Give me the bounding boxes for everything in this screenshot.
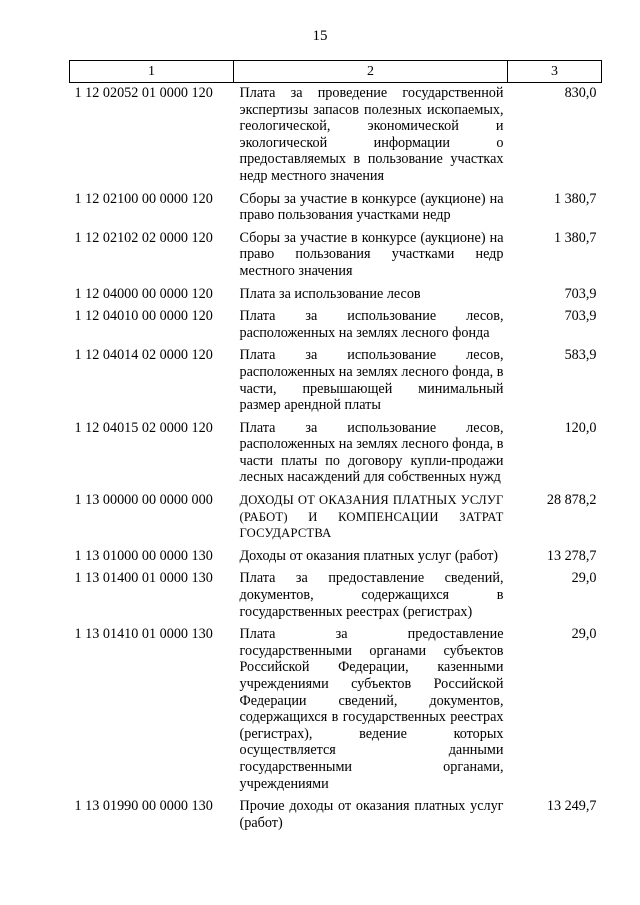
row-code: 1 12 04000 00 0000 120 bbox=[74, 285, 213, 302]
row-name: Сборы за участие в конкурсе (аукционе) на право пользования участками недр bbox=[239, 190, 504, 224]
table-row bbox=[70, 796, 602, 835]
row-name: Плата за использование лесов, расположенных на землях лесного фонда bbox=[239, 308, 504, 341]
row-name: Доходы от оказания платных услуг (работ) bbox=[239, 547, 498, 564]
row-amount: 830,0 bbox=[564, 85, 597, 101]
header-col-2: 2 bbox=[234, 61, 508, 83]
row-code: 1 13 00000 00 0000 000 bbox=[74, 492, 213, 509]
row-amount: 1 380,7 bbox=[553, 229, 597, 246]
row-amount: 13 278,7 bbox=[546, 547, 597, 564]
table-row bbox=[70, 490, 602, 546]
row-name: Плата за проведение государственной экспертизы запасов полезных ископаемых, геологической, экономической и экологической информации о предоставляемых в пользование участках недр местного значения bbox=[239, 85, 504, 184]
page-number: 15 bbox=[312, 28, 328, 44]
row-name: Плата за предоставление государственными органами субъектов Российской Федерации, казенными учреждениями субъектов Российской Федерации сведений, документов, содержащихся в государственных реестрах (регистрах), ведение которых осуществляется данными государственными органами, учреждениями bbox=[239, 626, 504, 792]
table-row bbox=[70, 568, 602, 624]
row-amount: 13 249,7 bbox=[546, 798, 597, 815]
row-amount: 1 380,7 bbox=[553, 190, 597, 207]
row-amount: 120,0 bbox=[564, 419, 597, 436]
row-amount: 29,0 bbox=[571, 626, 597, 643]
row-code: 1 12 04015 02 0000 120 bbox=[74, 419, 213, 436]
row-name: Плата за использование лесов, расположенных на землях лесного фонда, в части платы по договору купли-продажи лесных насаждений для собственных нужд bbox=[239, 419, 504, 486]
table-row bbox=[70, 189, 602, 228]
header-col-3: 3 bbox=[508, 61, 602, 83]
table-header bbox=[70, 61, 602, 83]
table-row bbox=[70, 345, 602, 417]
row-name: Сборы за участие в конкурсе (аукционе) на право пользования участками недр местного значения bbox=[239, 229, 504, 279]
row-code: 1 13 01000 00 0000 130 bbox=[74, 547, 213, 564]
row-name: Плата за использование лесов bbox=[239, 285, 421, 302]
row-name: Плата за предоставление сведений, документов, содержащихся в государственных реестрах (регистрах) bbox=[239, 570, 504, 620]
row-name: Плата за использование лесов, расположенных на землях лесного фонда, в части, превышающей минимальный размер арендной платы bbox=[239, 347, 504, 414]
row-code: 1 12 04010 00 0000 120 bbox=[74, 308, 213, 325]
row-code: 1 12 02102 02 0000 120 bbox=[74, 229, 213, 246]
row-code: 1 13 01990 00 0000 130 bbox=[74, 798, 213, 815]
revenue-table bbox=[69, 60, 602, 835]
row-name: Прочие доходы от оказания платных услуг (работ) bbox=[239, 798, 504, 831]
table-row bbox=[70, 228, 602, 284]
row-name: ДОХОДЫ ОТ ОКАЗАНИЯ ПЛАТНЫХ УСЛУГ (РАБОТ) И КОМПЕНСАЦИИ ЗАТРАТ ГОСУДАРСТВА bbox=[239, 493, 504, 541]
row-code: 1 13 01400 01 0000 130 bbox=[74, 570, 213, 587]
table-body bbox=[70, 83, 602, 836]
row-amount: 703,9 bbox=[564, 308, 597, 325]
table-row bbox=[70, 624, 602, 796]
row-amount: 703,9 bbox=[564, 285, 597, 302]
row-amount: 29,0 bbox=[571, 570, 597, 587]
table-row bbox=[70, 83, 602, 189]
row-amount: 583,9 bbox=[564, 347, 597, 364]
row-code: 1 12 02052 01 0000 120 bbox=[74, 85, 213, 101]
row-code: 1 13 01410 01 0000 130 bbox=[74, 626, 213, 643]
table-row bbox=[70, 306, 602, 345]
table-row bbox=[70, 284, 602, 307]
row-code: 1 12 04014 02 0000 120 bbox=[74, 347, 213, 364]
row-code: 1 12 02100 00 0000 120 bbox=[74, 190, 213, 207]
table-row bbox=[70, 418, 602, 490]
row-amount: 28 878,2 bbox=[546, 492, 597, 509]
table-row bbox=[70, 546, 602, 569]
header-col-1: 1 bbox=[70, 61, 234, 83]
